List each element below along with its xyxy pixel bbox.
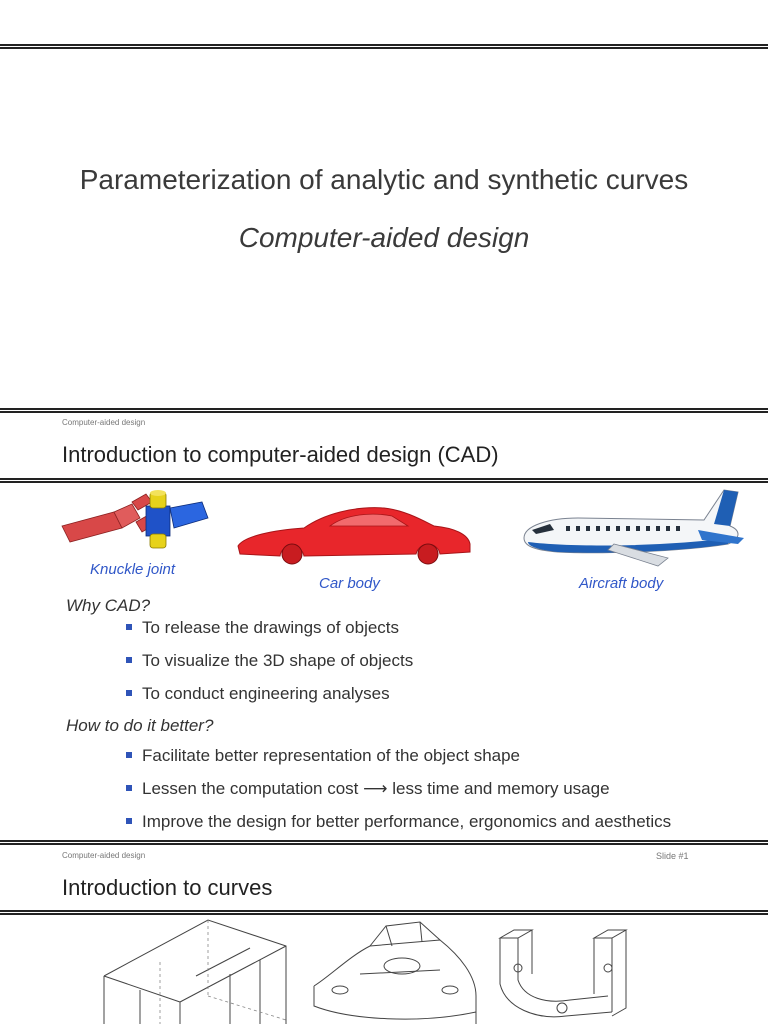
top-rule [0,44,768,49]
how-better-label: How to do it better? [66,716,214,735]
slide-divider [0,840,768,845]
u-channel-drawing [496,928,646,1024]
list-item-text: To visualize the 3D shape of objects [142,651,414,670]
list-item-text: Improve the design for better performance, ergonomics and aesthetics [142,812,672,831]
heading-rule [0,478,768,483]
how-better-list [124,745,671,844]
bullet-square-icon [126,657,132,663]
list-item [124,778,671,811]
list-item [124,650,413,683]
slide3-heading: Introduction to curves [62,875,273,900]
bullet-square-icon [126,624,132,630]
car-body-caption: Car body [319,575,380,592]
aircraft-body-image [518,486,750,572]
list-item-text: To conduct engineering analyses [142,684,390,703]
list-item-text: Facilitate better representation of the object shape [142,746,521,765]
slide-divider [0,408,768,413]
bracket-part-drawing [310,916,478,1024]
slide-number: Slide #1 [656,851,689,861]
list-item-text: To release the drawings of objects [142,618,400,637]
slide-title: Parameterization of analytic and synthetic curves [79,164,689,195]
isometric-block-drawing [100,916,290,1024]
heading-rule [0,910,768,915]
why-cad-list [124,617,413,716]
bullet-square-icon [126,818,132,824]
slide3-header: Computer-aided design [62,851,146,860]
list-item [124,617,413,650]
knuckle-joint-image [62,488,222,558]
slide2-header: Computer-aided design [62,418,146,427]
why-cad-label: Why CAD? [66,596,151,615]
car-body-image [234,500,474,570]
knuckle-joint-caption: Knuckle joint [90,561,176,578]
bullet-square-icon [126,752,132,758]
bullet-square-icon [126,785,132,791]
aircraft-body-caption: Aircraft body [579,575,664,592]
bullet-square-icon [126,690,132,696]
list-item [124,745,671,778]
list-item [124,683,413,716]
slide2-heading: Introduction to computer-aided design (CAD) [62,442,499,467]
list-item-text: Lessen the computation cost ⟶ less time and memory usage [142,779,610,798]
slide-subtitle: Computer-aided design [238,222,530,253]
